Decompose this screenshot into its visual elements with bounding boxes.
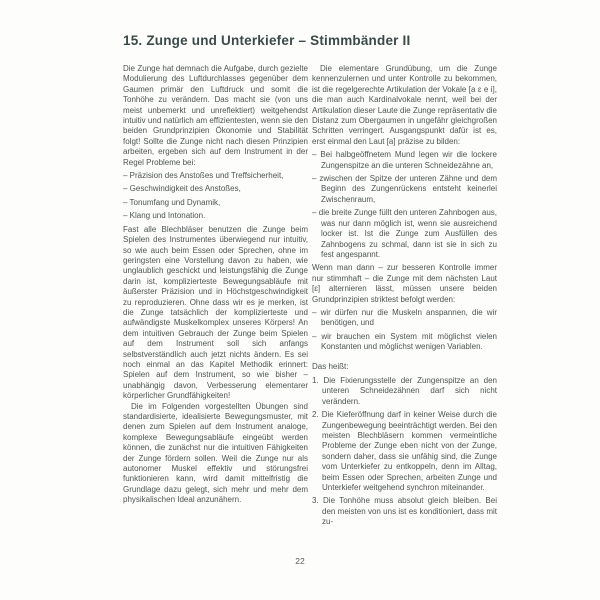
paragraph: Fast alle Blechbläser benutzen die Zunge beim Spielen des Instrumentes überwiegend nur intuitiv, so wie auch beim Essen oder Sprechen, ohne im geringsten eine Vorstellung davon zu haben, wie unglaublich geschickt und leistungsfähig die Zunge darin ist, komplizierteste Bewegungsabläufe mit äußerster Präzision und in Höchstgeschwindigkeit zu reproduzieren. Ohne dass wir es je merken, ist die Zunge tatsächlich der komplizierteste und aufwändigste Muskelkomplex unseres Körpers! An dem intuitiven Gebrauch der Zunge beim Spielen auf dem Instrument soll sich anfangs selbstverständlich auch jetzt nichts ändern. Es sei noch einmal an das Kapitel Methodik erinnert: Spielen auf dem Instrument, so wie bisher – unabhängig davon, Verbesserung elementarer körperlicher Grundfähigkeiten! xyxy=(123,224,308,401)
page-number: 22 xyxy=(295,556,305,566)
paragraph: Das heißt: xyxy=(312,361,349,371)
paragraph: Die elementare Grundübung, um die Zunge kennenzulernen und unter Kontrolle zu bekommen, ist die regelgerechte Artikulation der Vokale [a ɛ e i], die man auch Kardinalvokale nennt, weil bei der Artikulation dieser Laute die Zunge repräsentativ die Distanz zum Obergaumen in ungefähr gleichgroßen Schritten verringert. Ausgangspunkt dafür ist es, erst einmal den Laut [a] präzise zu bilden: xyxy=(312,64,497,146)
paragraph: Die im Folgenden vorgestellten Übungen sind standardisierte, idealisierte Bewegungsmuster, mit denen zum Spielen auf dem Instrument analoge, komplexe Bewegungsabläufe eingeübt werden können, die zunächst nur die intuitiven Fähigkeiten der Zunge fördern sollen. Weil die Zunge nur als autonomer Muskel effektiv und störungsfrei funktionieren kann, wird damit mittelfristig die Grundlage dazu gelegt, sich mehr und mehr dem physikalischen Ideal anzunähern. xyxy=(123,401,308,505)
list-item: – Tonumfang und Dynamik, xyxy=(123,197,221,207)
list-item: – zwischen der Spitze der unteren Zähne und dem Beginn des Zungenrückens entsteht keinerlei Zwischenraum, xyxy=(312,174,497,204)
list-item: – wir dürfen nur die Muskeln anspannen, die wir benötigen, und xyxy=(312,307,497,328)
list-item: – Klang und Intonation. xyxy=(123,211,206,221)
list-item: – Bei halbgeöffnetem Mund legen wir die lockere Zungenspitze an die unteren Schneidezähne an, xyxy=(312,150,497,170)
numbered-item: 2. Die Kieferöffnung darf in keiner Weise durch die Zungenbewegung beeinträchtigt werden. Bei den meisten Blechbläsern kommen vermeintliche Probleme der Zunge eben nicht von der Zunge, sondern daher, dass sie unfähig sind, die Zunge vom Unterkiefer zu entkoppeln, denn im Alltag, beim Essen oder Sprechen, arbeiten Zunge und Unterkiefer weitgehend synchron miteinander. xyxy=(312,410,497,493)
paragraph: Wenn man dann – zur besseren Kontrolle immer nur stimmhaft – die Zunge mit dem nächsten Laut [ɛ] alternieren lässt, müssen unsere beiden Grundprinzipien striktest befolgt werden: xyxy=(312,263,497,304)
right-column xyxy=(312,64,497,531)
left-column xyxy=(123,64,308,509)
numbered-item: 1. Die Fixierungsstelle der Zungenspitze an den unteren Schneidezähnen darf sich nicht verändern. xyxy=(312,375,497,406)
list-item: – Präzision des Anstoßes und Treffsicherheit, xyxy=(123,171,284,181)
chapter-title: 15. Zunge und Unterkiefer – Stimmbänder II xyxy=(123,33,411,48)
list-item: – wir brauchen ein System mit möglichst vielen Konstanten und möglichst wenigen Variablen. xyxy=(312,331,497,352)
list-item: – Geschwindigkeit des Anstoßes, xyxy=(123,184,241,194)
numbered-item: 3. Die Tonhöhe muss absolut gleich bleiben. Bei den meisten von uns ist es konditioniert, dass mit zu- xyxy=(312,496,497,527)
paragraph: Die Zunge hat demnach die Aufgabe, durch gezielte Modulierung des Luftdurchlasses gegenüber dem Gaumen primär den Luftdruck und somit die Tonhöhe zu verändern. Das macht sie (von uns meist unbemerkt und unreflektiert) weitgehendst intuitiv und natürlich am effizientesten, wenn sie den beiden Grundprinzipien Ökonomie und Stabilität folgt! Sollte die Zunge nicht nach diesen Prinzipien arbeiten, ergeben sich auf dem Instrument in der Regel Probleme bei: xyxy=(123,64,308,167)
list-item: – die breite Zunge füllt den unteren Zahnbogen aus, was nur dann möglich ist, wenn sie ausreichend locker ist. Ist die Zunge zum Ausfüllen des Zahnbogens zu schmal, dann ist sie in sich zu fest angespannt. xyxy=(312,208,497,259)
